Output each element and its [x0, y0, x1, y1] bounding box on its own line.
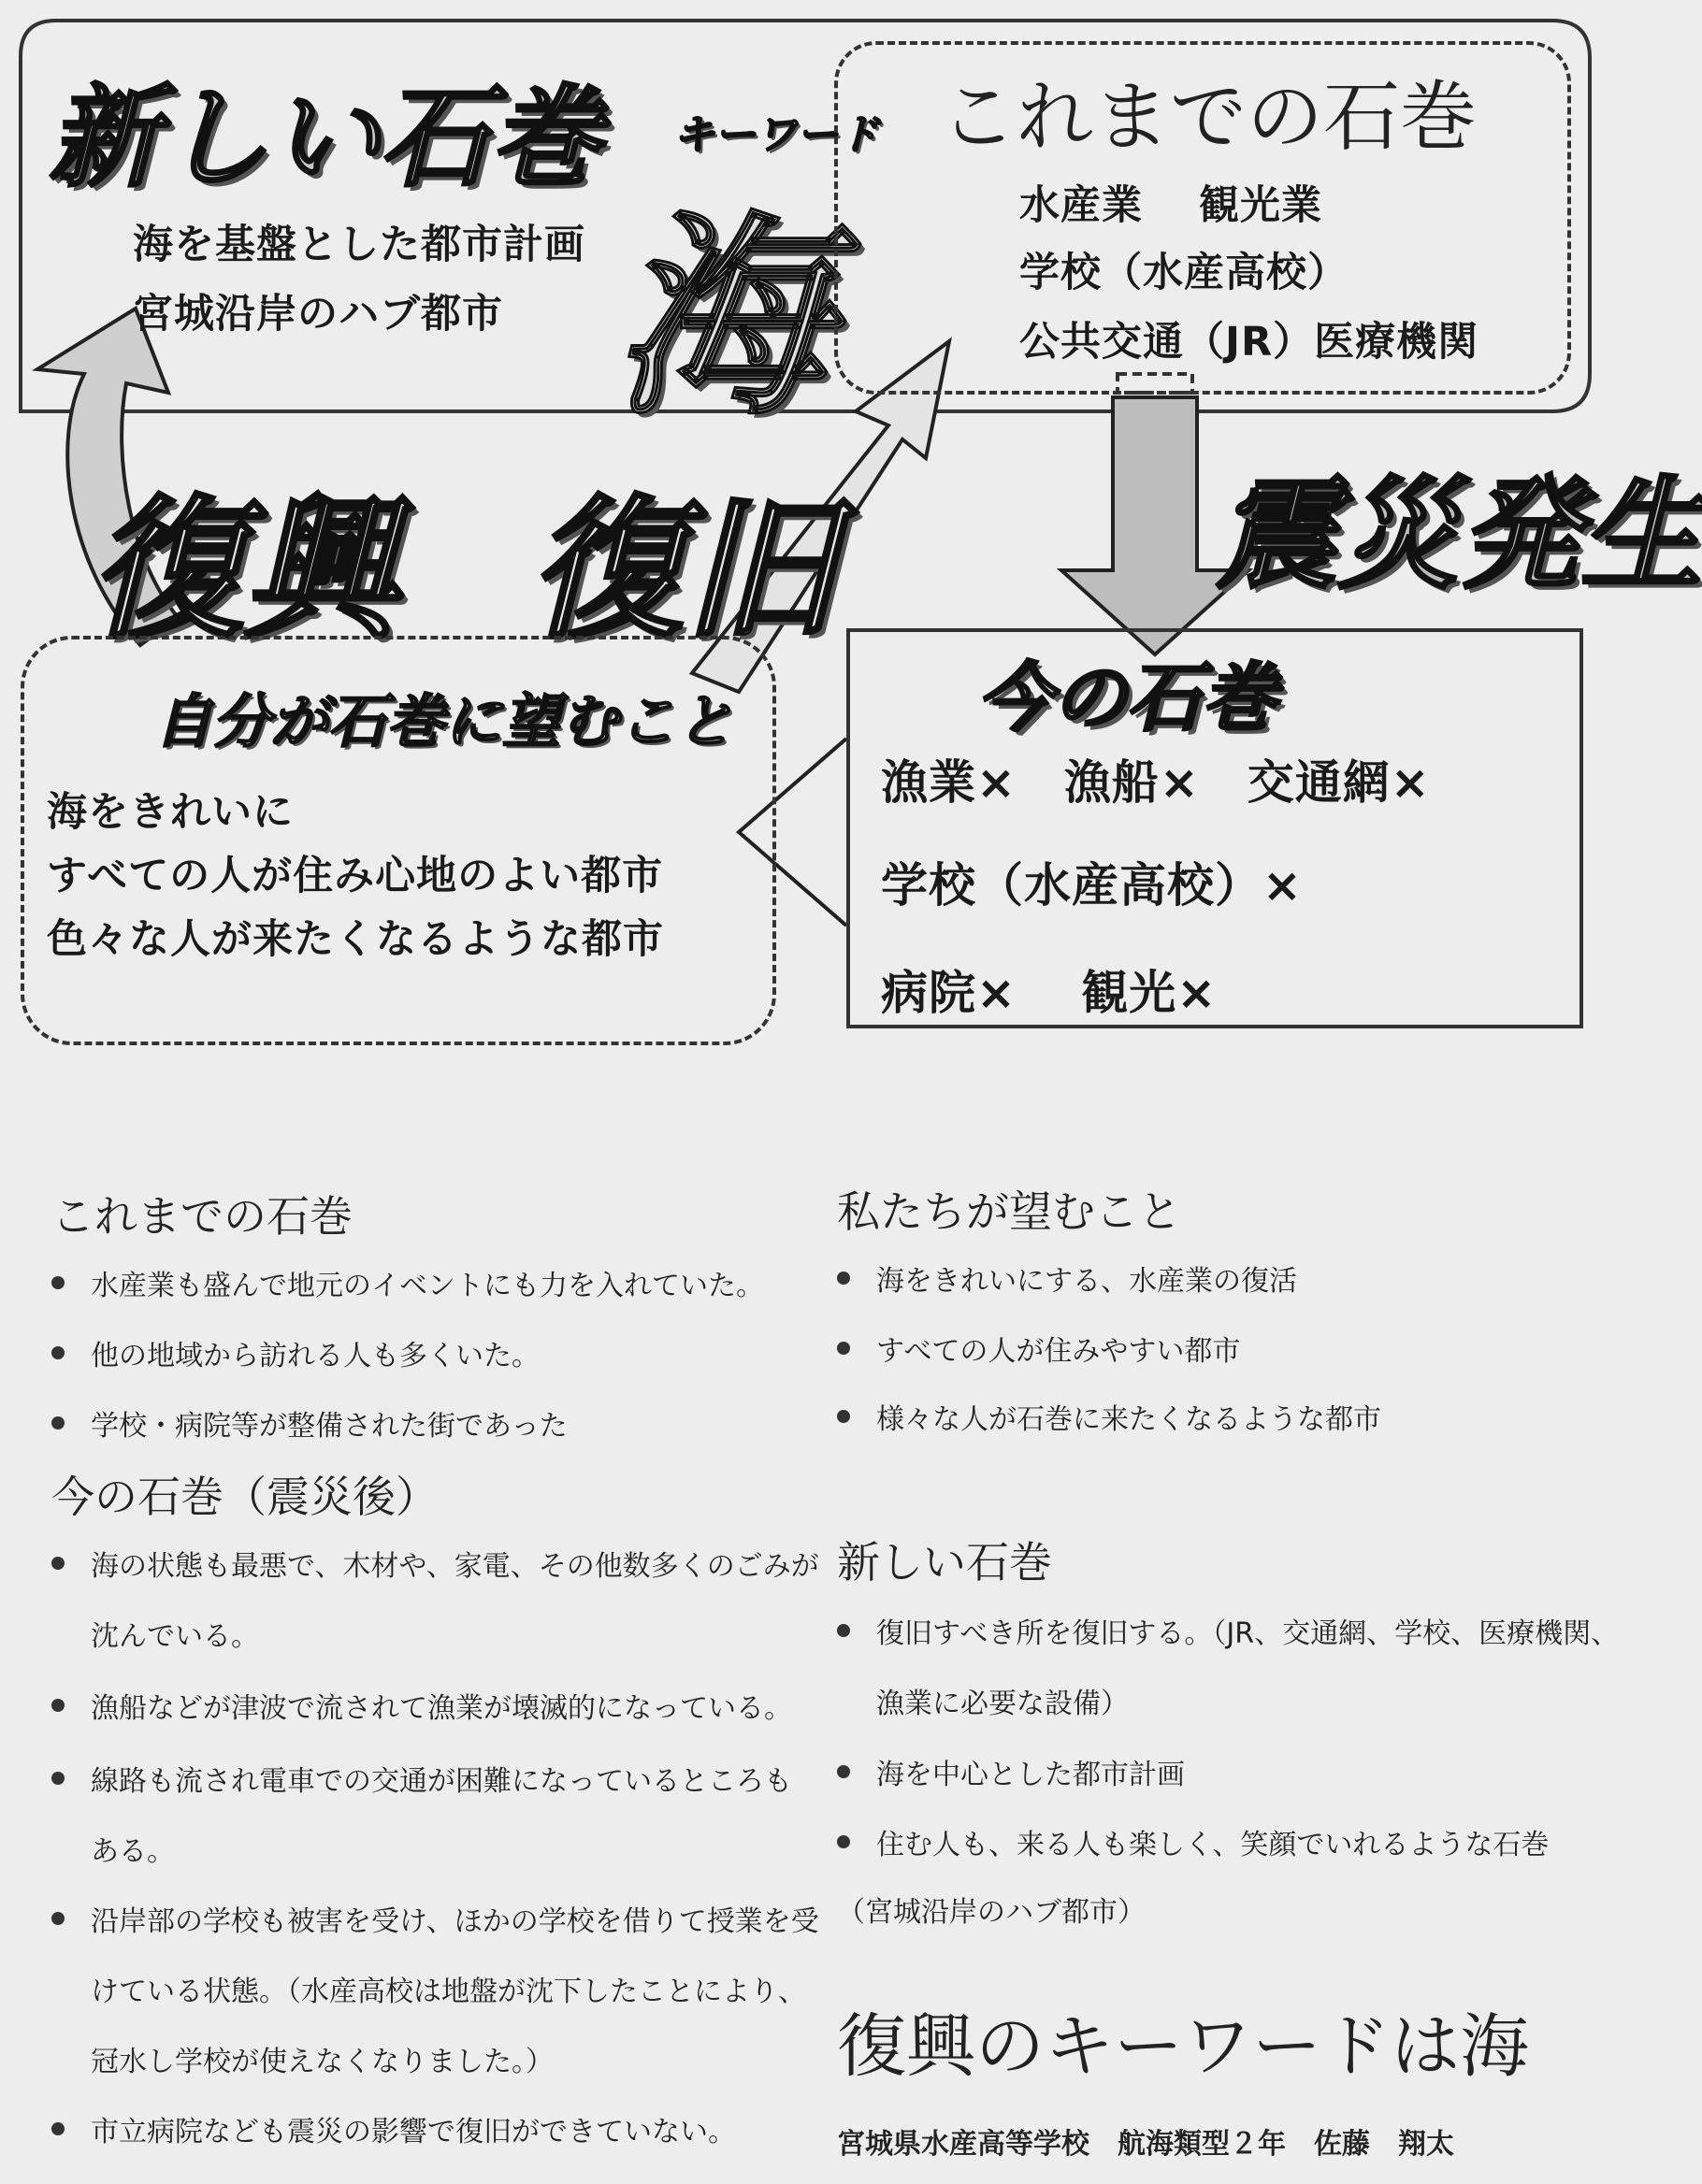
- bullet-icon: [837, 1765, 850, 1778]
- list-item-continued: ある。: [91, 1835, 175, 1868]
- bullet-icon: [837, 1410, 850, 1423]
- bullet-icon: [51, 1416, 65, 1430]
- bullet-icon: [837, 1272, 850, 1285]
- bullet-icon: [837, 1342, 850, 1355]
- list-item-continued: 漁業に必要な設備）: [876, 1688, 1129, 1720]
- wish-item: 色々な人が来たくなるような都市: [47, 916, 664, 963]
- closing-headline: 復興のキーワードは海: [837, 2006, 1529, 2087]
- list-item: すべての人が住みやすい都市: [837, 1328, 1240, 1369]
- current-item: 漁業× 漁船× 交通網×: [881, 755, 1431, 810]
- list-item-continued: 冠水し学校が使えなくなりました。）: [91, 2046, 554, 2078]
- bullet-icon: [51, 1912, 65, 1925]
- wish-item: すべての人が住み心地のよい都市: [47, 853, 664, 899]
- list-item: 沿岸部の学校も被害を受け、ほかの学校を借りて授業を受: [51, 1898, 819, 1939]
- list-item: 海をきれいにする、水産業の復活: [837, 1257, 1297, 1299]
- list-item: 漁船などが津波で流されて漁業が壊滅的になっている。: [51, 1685, 792, 1726]
- bullet-icon: [51, 1276, 65, 1289]
- disaster-label: 震災発生: [1216, 464, 1702, 606]
- past-item: 公共交通（JR）医療機関: [1019, 319, 1479, 366]
- wish-title: 自分が石巻に望むこと: [154, 687, 735, 755]
- current-title: 今の石巻: [977, 654, 1276, 741]
- current-item: 病院× 観光×: [881, 966, 1218, 1020]
- section-title-wishes: 私たちが望むこと: [837, 1186, 1181, 1237]
- list-item: 学校・病院等が整備された街であった: [51, 1402, 568, 1444]
- list-item: 復旧すべき所を復旧する。（JR、交通網、学校、医療機関、: [837, 1610, 1619, 1651]
- new-item: 海を基盤とした都市計画: [133, 222, 585, 268]
- past-title: これまでの石巻: [940, 73, 1478, 162]
- restoration-label: 復旧: [528, 481, 837, 660]
- keyword-label: キーワード: [673, 111, 879, 159]
- past-item: 水産業 観光業: [1019, 182, 1322, 229]
- list-item: 市立病院なども震災の影響で復旧ができていない。: [51, 2108, 736, 2149]
- list-item: 住む人も、来る人も楽しく、笑顔でいれるような石巻: [837, 1821, 1549, 1862]
- bullet-icon: [51, 1699, 65, 1712]
- list-item: 様々な人が石巻に来たくなるような都市: [837, 1396, 1381, 1437]
- new-item: 宮城沿岸のハブ都市: [133, 291, 503, 338]
- list-item: 海の状態も最悪で、木材や、家電、その他数多くのごみが: [51, 1543, 819, 1584]
- author-credit: 宮城県水産高等学校 航海類型２年 佐藤 翔太: [837, 2128, 1454, 2161]
- revival-label: 復興: [89, 481, 397, 660]
- section-title-new: 新しい石巻: [837, 1537, 1052, 1588]
- bullet-icon: [51, 1772, 65, 1785]
- bullet-icon: [51, 1557, 65, 1570]
- new-ishinomaki-title: 新しい石巻: [49, 73, 601, 202]
- list-item-continued: （宮城沿岸のハブ都市）: [837, 1896, 1146, 1929]
- bullet-icon: [51, 2122, 65, 2135]
- list-item: 他の地域から訪れる人も多くいた。: [51, 1332, 540, 1373]
- current-item: 学校（水産高校）×: [881, 858, 1303, 912]
- list-item: 線路も流され電車での交通が困難になっているところも: [51, 1758, 792, 1799]
- wish-item: 海をきれいに: [47, 789, 294, 836]
- past-item: 学校（水産高校）: [1019, 250, 1349, 296]
- list-item: 海を中心とした都市計画: [837, 1751, 1185, 1792]
- bullet-icon: [837, 1624, 850, 1637]
- section-title-past: これまでの石巻: [51, 1191, 353, 1242]
- keyword-kanji: 海: [613, 194, 828, 444]
- bullet-icon: [837, 1835, 850, 1848]
- list-item-continued: けている状態。（水産高校は地盤が沈下したことにより、: [91, 1976, 806, 2008]
- section-title-current: 今の石巻（震災後）: [51, 1472, 439, 1522]
- list-item: 水産業も盛んで地元のイベントにも力を入れていた。: [51, 1262, 764, 1303]
- bullet-icon: [51, 1346, 65, 1359]
- list-item-continued: 沈んでいる。: [91, 1620, 259, 1653]
